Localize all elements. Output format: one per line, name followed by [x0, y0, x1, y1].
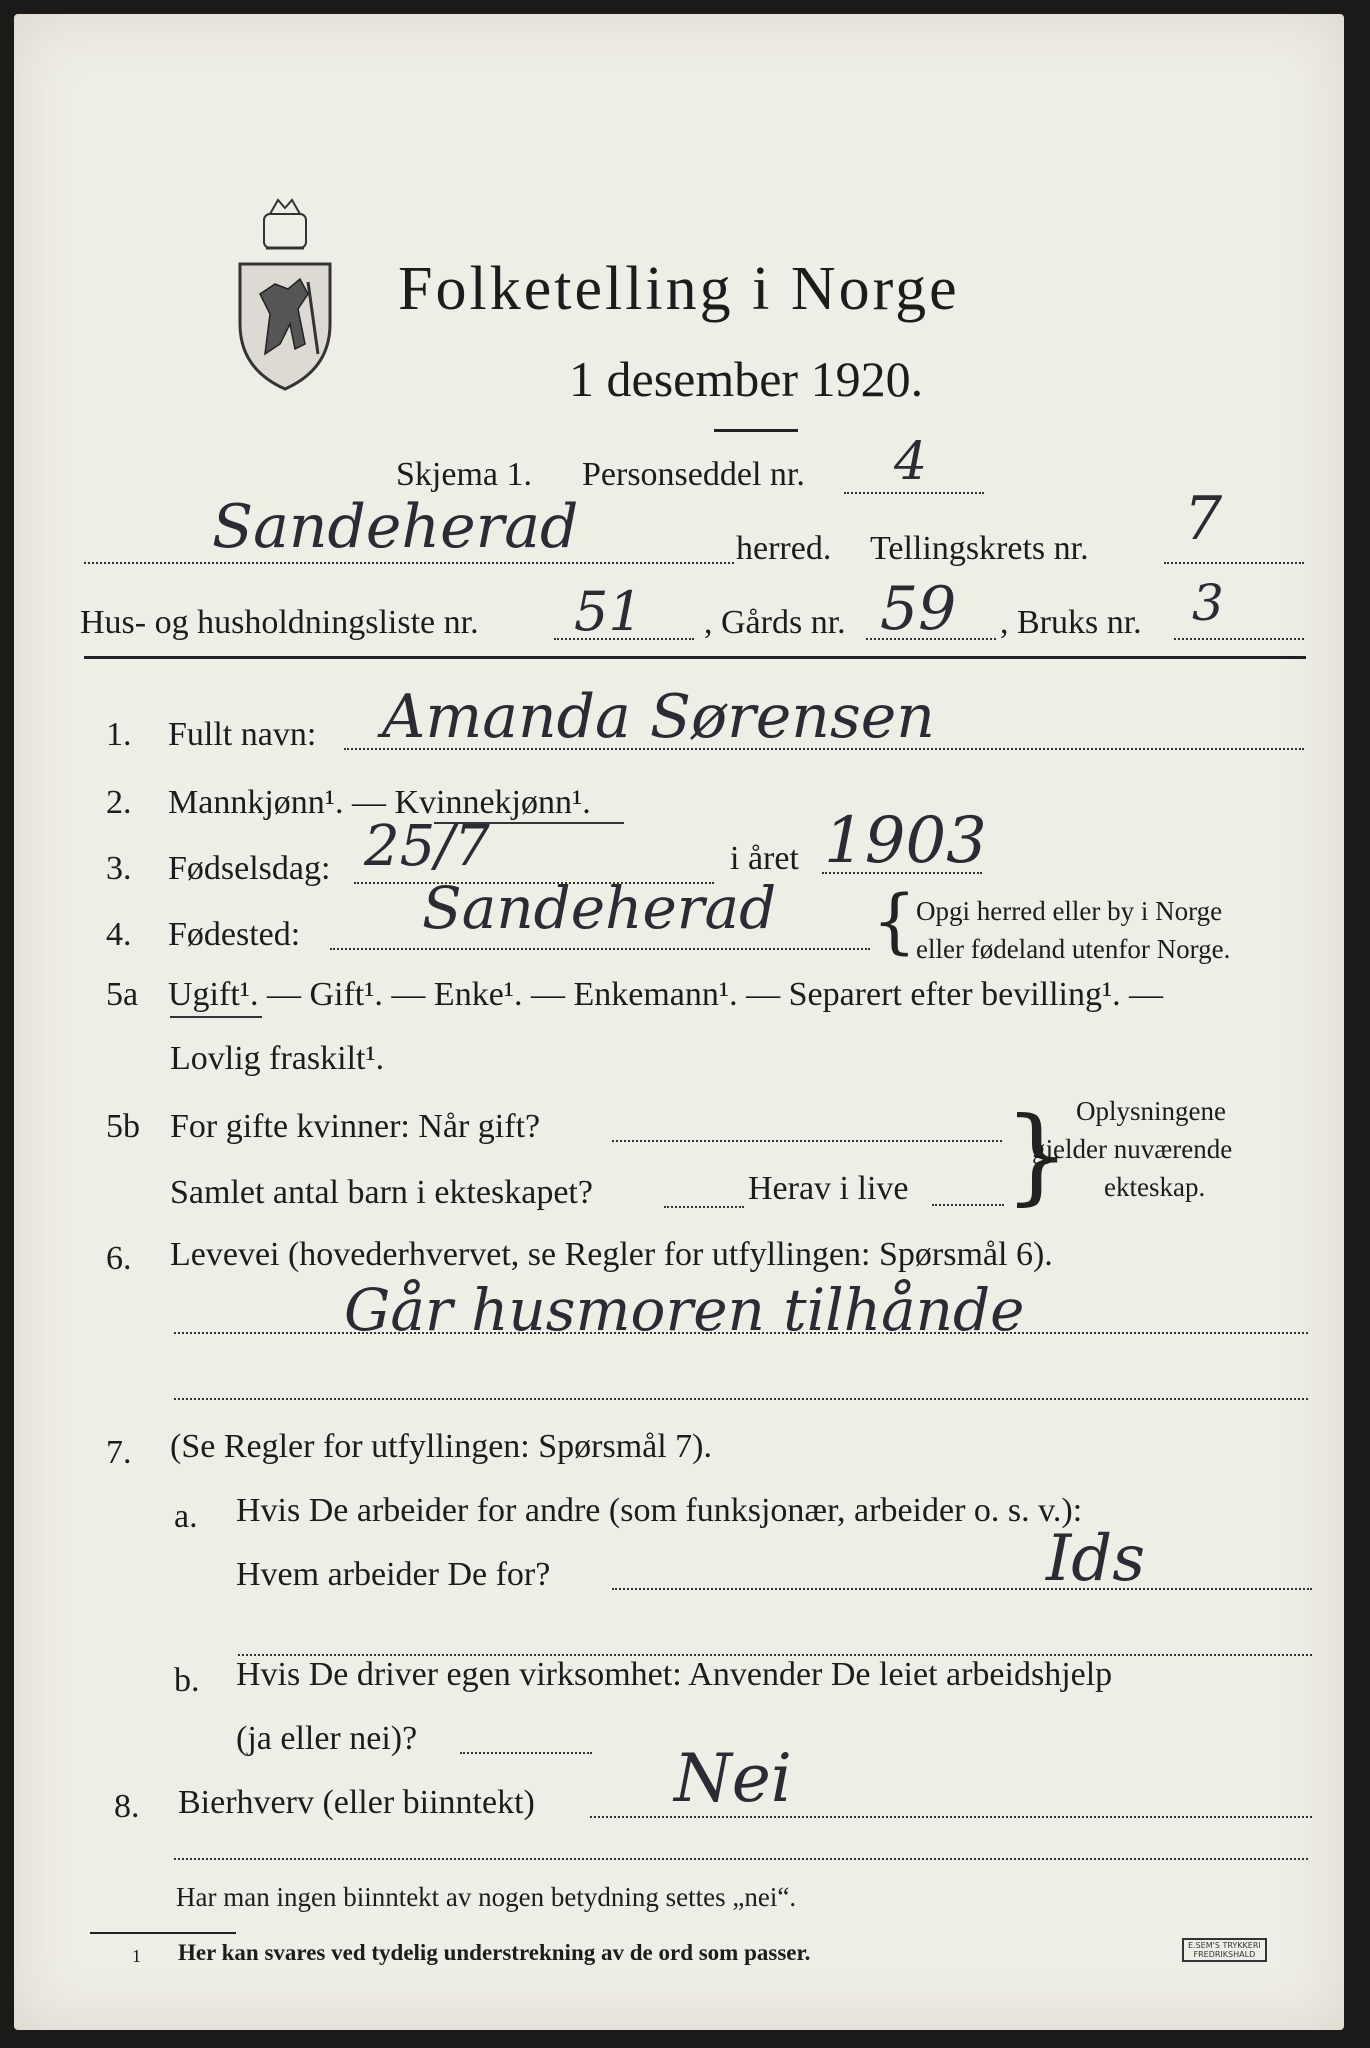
q4-number: 4.: [106, 916, 132, 953]
q8-note: Har man ingen biinntekt av nogen betydning settes „nei“.: [176, 1882, 797, 1912]
bruks-value: 3: [1192, 574, 1224, 632]
printer-stamp: [1182, 1938, 1267, 1962]
q1-number: 1.: [106, 716, 132, 753]
hus-label: Hus- og husholdningsliste nr.: [80, 604, 479, 641]
q8-label: Bierhverv (eller biinntekt): [178, 1784, 535, 1821]
q5a-label2: Lovlig fraskilt¹.: [170, 1040, 385, 1077]
personseddel-field: [844, 492, 984, 494]
q1-value: Amanda Sørensen: [382, 682, 935, 752]
q3-label: Fødselsdag:: [168, 850, 331, 887]
q7b-field: [460, 1752, 592, 1754]
q6-label: Levevei (hovederhvervet, se Regler for utfyllingen: Spørsmål 6).: [170, 1236, 1053, 1273]
title-divider: [714, 429, 798, 432]
herred-value: Sandeherad: [212, 492, 579, 562]
q5b-note-line2: gjelder nuværende: [1032, 1134, 1233, 1164]
q7b-label2: (ja eller nei)?: [236, 1720, 418, 1757]
q8-number: 8.: [114, 1788, 140, 1825]
q5a-number: 5a: [106, 976, 139, 1013]
tellingskrets-label: Tellingskrets nr.: [870, 530, 1089, 567]
skjema-label: Skjema 1.: [396, 456, 532, 493]
q7-label: (Se Regler for utfyllingen: Spørsmål 7).: [170, 1428, 713, 1465]
q7a-label: Hvis De arbeider for andre (som funksjonær, arbeider o. s. v.):: [236, 1492, 1083, 1529]
q7a-value: Ids: [1046, 1522, 1146, 1596]
q4-note-brace: {: [872, 880, 917, 962]
q5b-note-line1: Oplysningene: [1076, 1096, 1226, 1126]
bruks-label: , Bruks nr.: [1000, 604, 1142, 641]
q7a-label2: Hvem arbeider De for?: [236, 1556, 551, 1593]
q3-year-label: i året: [730, 840, 799, 877]
footnote-text: Her kan svares ved tydelig understrekning av de ord som passer.: [178, 1940, 811, 1965]
printer-stamp-line1: E.SEM'S TRYKKERI: [1188, 1941, 1261, 1950]
personseddel-label: Personseddel nr.: [582, 456, 805, 493]
q5b-label: For gifte kvinner: Når gift?: [170, 1108, 541, 1145]
q5b-note-brace: }: [1004, 1094, 1071, 1216]
q4-note-line2: eller fødeland utenfor Norge.: [916, 934, 1231, 964]
q5b-label3: Herav i live: [748, 1170, 909, 1207]
q5a-label: Ugift¹. — Gift¹. — Enke¹. — Enkemann¹. — Separert efter bevilling¹. —: [168, 976, 1164, 1013]
header-rule: [84, 656, 1306, 659]
form-title: Folketelling i Norge: [398, 255, 960, 323]
q7a-letter: a.: [174, 1498, 198, 1535]
q7b-label: Hvis De driver egen virksomhet: Anvender De leiet arbeidshjelp: [236, 1656, 1113, 1693]
hus-value: 51: [574, 580, 643, 643]
herred-label: herred.: [736, 530, 832, 567]
q6-field-2: [174, 1398, 1308, 1400]
census-date: 1 desember 1920.: [569, 351, 924, 407]
footnote-marker: 1: [132, 1946, 141, 1966]
q5b-number: 5b: [106, 1108, 140, 1145]
q4-field: [330, 948, 870, 950]
q7a-field: [612, 1588, 1312, 1590]
tellingskrets-field: [1164, 562, 1304, 564]
q3-year-value: 1903: [824, 804, 987, 878]
q5b-alive-field: [932, 1204, 1004, 1206]
gards-label: , Gårds nr.: [704, 604, 846, 641]
q2-number: 2.: [106, 784, 132, 821]
q5b-note-line3: ekteskap.: [1104, 1172, 1206, 1202]
q5b-label2: Samlet antal barn i ekteskapet?: [170, 1174, 593, 1211]
herred-field: [84, 562, 734, 564]
q2-label: Mannkjønn¹. — Kvinnekjønn¹.: [168, 784, 591, 821]
q3-value: 25/7: [364, 814, 490, 879]
printer-stamp-line2: FREDRIKSHALD: [1193, 1950, 1256, 1959]
q1-label: Fullt navn:: [168, 716, 317, 753]
coat-of-arms-logo: [230, 194, 340, 394]
q7b-letter: b.: [174, 1662, 200, 1699]
census-form: [14, 14, 1344, 2030]
q5b-children-field: [664, 1206, 744, 1208]
q5b-field: [612, 1140, 1002, 1142]
q7-number: 7.: [106, 1434, 132, 1471]
tellingskrets-value: 7: [1184, 484, 1223, 554]
q8-field-2: [174, 1858, 1308, 1860]
personseddel-value: 4: [894, 432, 928, 492]
q8-value: Nei: [674, 1740, 792, 1817]
q4-note-line1: Opgi herred eller by i Norge: [916, 896, 1223, 926]
q4-label: Fødested:: [168, 916, 301, 953]
q6-field-1: [174, 1332, 1308, 1334]
q6-value: Går husmoren tilhånde: [344, 1276, 1025, 1344]
gards-value: 59: [880, 574, 957, 644]
footnote-rule: [90, 1932, 236, 1934]
q3-number: 3.: [106, 850, 132, 887]
q4-value: Sandeherad: [422, 874, 777, 942]
bruks-field: [1174, 638, 1304, 640]
q6-number: 6.: [106, 1240, 132, 1277]
q5a-underline: [170, 1016, 262, 1018]
